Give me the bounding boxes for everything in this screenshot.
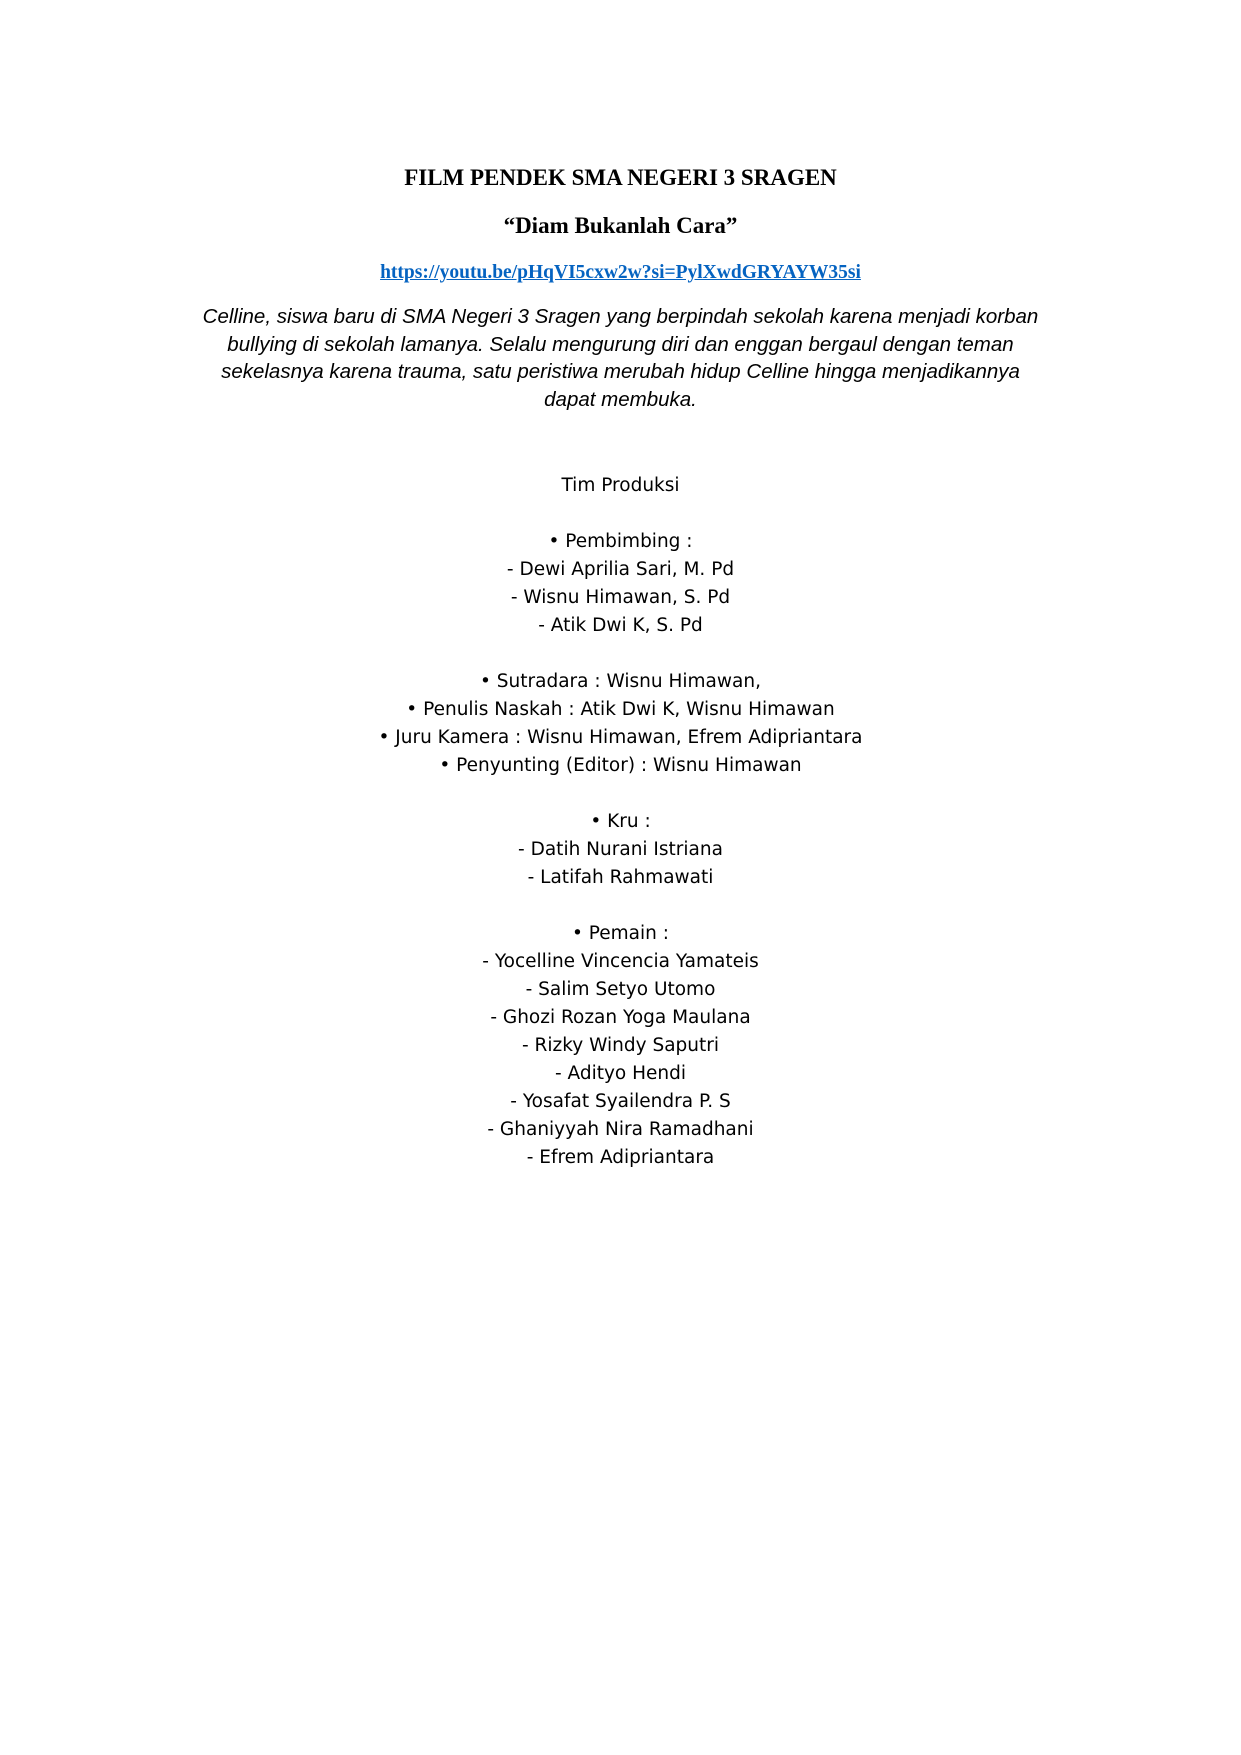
kru-member: - Latifah Rahmawati <box>527 867 714 888</box>
kru-label: • Kru : <box>590 811 651 832</box>
pemain-member: - Rizky Windy Saputri <box>521 1035 719 1056</box>
pemain-member: - Adityo Hendi <box>554 1063 687 1084</box>
pembimbing-member: - Atik Dwi K, S. Pd <box>538 615 703 636</box>
pemain-member: - Salim Setyo Utomo <box>525 979 716 1000</box>
production-credits <box>0 472 1241 1172</box>
pembimbing-label: • Pembimbing : <box>548 531 693 552</box>
pembimbing-member: - Wisnu Himawan, S. Pd <box>510 587 731 608</box>
pemain-label: • Pemain : <box>571 923 669 944</box>
pemain-member: - Ghaniyyah Nira Ramadhani <box>487 1119 754 1140</box>
pemain-member: - Yocelline Vincencia Yamateis <box>482 951 759 972</box>
film-title: “Diam Bukanlah Cara” <box>503 213 738 238</box>
document-title: FILM PENDEK SMA NEGERI 3 SRAGEN <box>404 165 837 190</box>
role-director: • Sutradara : Wisnu Himawan, <box>480 671 761 692</box>
credits-heading: Tim Produksi <box>561 475 680 496</box>
synopsis-paragraph: Celline, siswa baru di SMA Negeri 3 Sragen yang berpindah sekolah karena menjadi korban bullying di sekolah lamanya. Selalu mengurung diri dan enggan bergaul dengan teman sekelasnya karena trauma, satu peristiwa merubah hidup Celline hingga menjadikannya dapat membuka. <box>202 305 1039 411</box>
spacer <box>0 500 1241 528</box>
pemain-member: - Ghozi Rozan Yoga Maulana <box>490 1007 751 1028</box>
spacer <box>0 892 1241 920</box>
role-writer: • Penulis Naskah : Atik Dwi K, Wisnu Himawan <box>406 699 835 720</box>
youtube-link[interactable]: https://youtu.be/pHqVI5cxw2w?si=PylXwdGRYAYW35si <box>380 262 861 283</box>
spacer <box>0 640 1241 668</box>
pemain-member: - Efrem Adipriantara <box>526 1147 715 1168</box>
kru-member: - Datih Nurani Istriana <box>518 839 723 860</box>
role-camera: • Juru Kamera : Wisnu Himawan, Efrem Adipriantara <box>378 727 863 748</box>
role-editor: • Penyunting (Editor) : Wisnu Himawan <box>439 755 802 776</box>
pemain-member: - Yosafat Syailendra P. S <box>510 1091 731 1112</box>
pembimbing-member: - Dewi Aprilia Sari, M. Pd <box>506 559 735 580</box>
spacer <box>0 780 1241 808</box>
